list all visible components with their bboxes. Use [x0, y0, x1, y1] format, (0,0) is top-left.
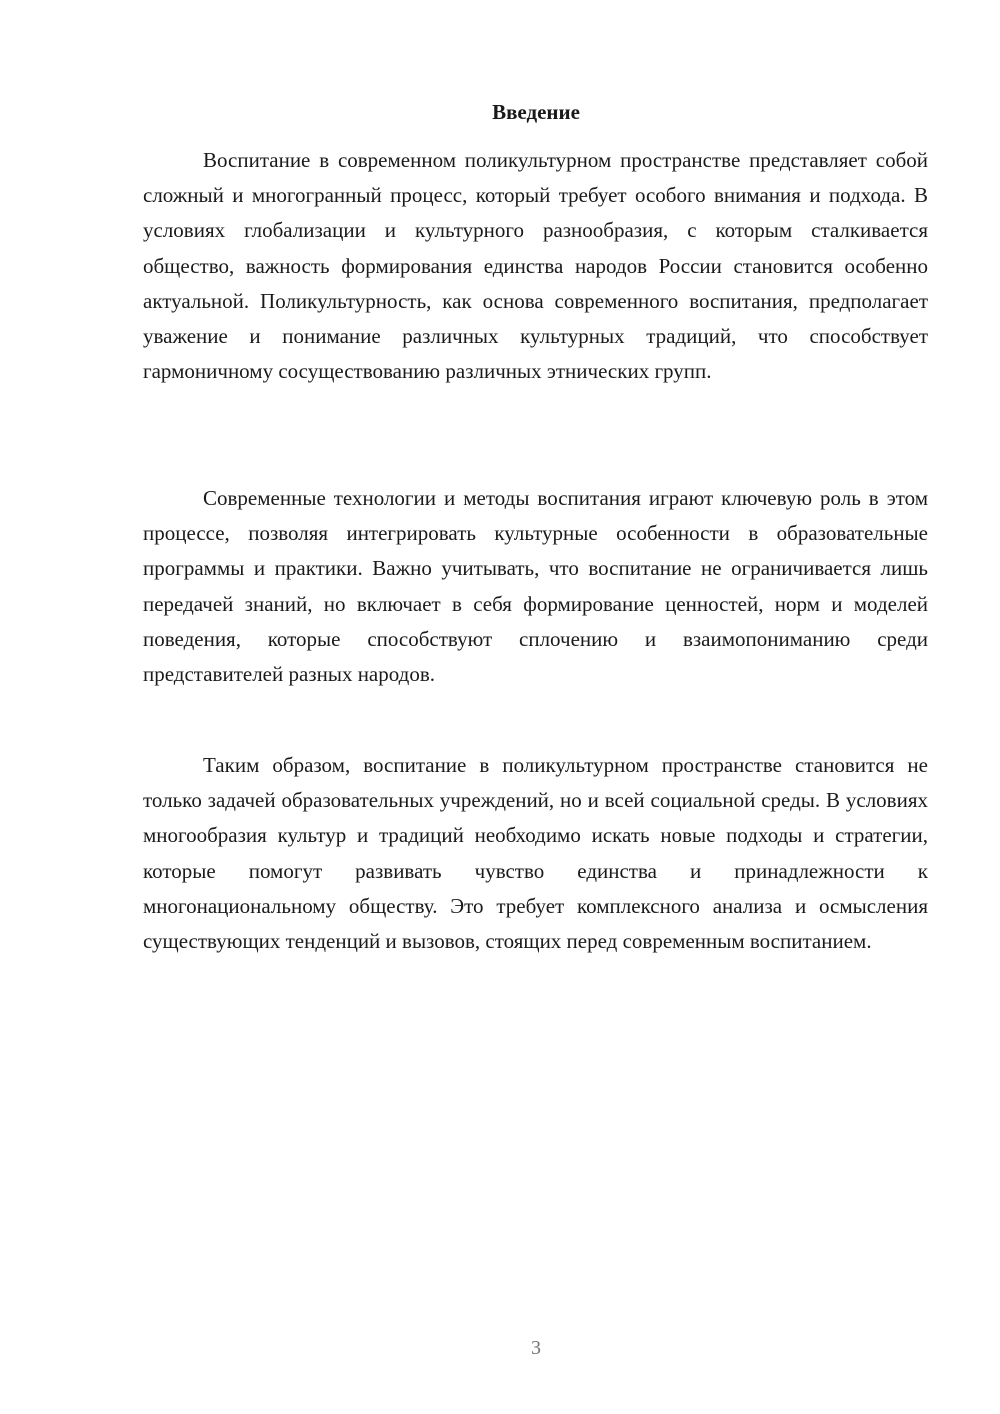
paragraph-3: [143, 748, 928, 959]
paragraph-2: [143, 481, 928, 692]
paragraph-2-text: Современные технологии и методы воспитания играют ключевую роль в этом процессе, позволяя интегрировать культурные особенности в образовательные программы и практики. Важно учитывать, что воспитание не ограничивается лишь передачей знаний, но включает в себя формирование ценностей, норм и моделей поведения, которые способствуют сплочению и взаимопониманию среди представителей разных народов.: [143, 486, 928, 687]
page-title: Введение: [492, 100, 580, 124]
paragraph-1: [143, 143, 928, 389]
paragraph-3-text: Таким образом, воспитание в поликультурном пространстве становится не только задачей образовательных учреждений, но и всей социальной среды. В условиях многообразия культур и традиций необходимо искать новые подходы и стратегии, которые помогут развивать чувство единства и принадлежности к многонациональному обществу. Это требует комплексного анализа и осмысления существующих тенденций и вызовов, стоящих перед современным воспитанием.: [143, 753, 928, 954]
page-number: 3: [531, 1337, 541, 1359]
paragraph-1-text: Воспитание в современном поликультурном пространстве представляет собой сложный и многогранный процесс, который требует особого внимания и подхода. В условиях глобализации и культурного разнообразия, с которым сталкивается общество, важность формирования единства народов России становится особенно актуальной. Поликультурность, как основа современного воспитания, предполагает уважение и понимание различных культурных традиций, что способствует гармоничному сосуществованию различных этнических групп.: [143, 148, 928, 384]
